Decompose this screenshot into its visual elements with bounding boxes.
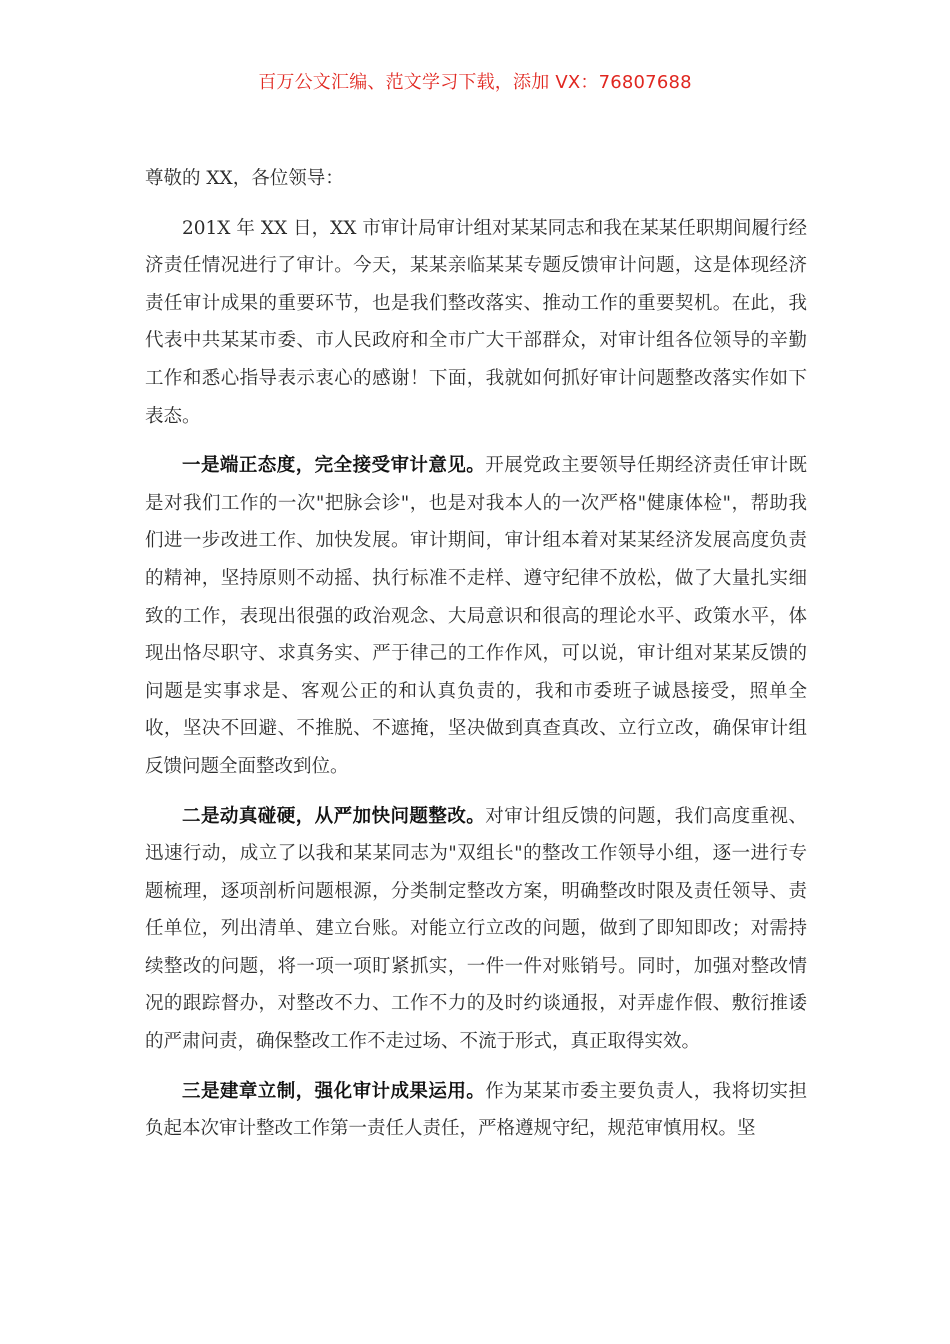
document-body <box>145 160 807 1160</box>
point-three-paragraph <box>145 1073 807 1148</box>
point-one-body: 开展党政主要领导任期经济责任审计既是对我们工作的一次"把脉会诊"，也是对我本人的一次严格"健康体检"，帮助我们进一步改进工作、加快发展。审计期间，审计组本着对某某经济发展高度负责的精神，坚持原则不动摇、执行标准不走样、遵守纪律不放松，做了大量扎实细致的工作，表现出很强的政治观念、大局意识和很高的理论水平、政策水平，体现出恪尽职守、求真务实、严于律己的工作作风，可以说，审计组对某某反馈的问题是实事求是、客观公正的和认真负责的，我和市委班子诚恳接受，照单全收，坚决不回避、不推脱、不遮掩，坚决做到真查真改、立行立改，确保审计组反馈问题全面整改到位。 <box>145 455 807 777</box>
point-two-heading: 二是动真碰硬，从严加快问题整改。 <box>182 805 486 827</box>
point-one-paragraph <box>145 447 807 785</box>
intro-paragraph: 201X 年 XX 日，XX 市审计局审计组对某某同志和我在某某任职期间履行经济责任情况进行了审计。今天，某某亲临某某专题反馈审计问题，这是体现经济责任审计成果的重要环节，也是我们整改落实、推动工作的重要契机。在此，我代表中共某某市委、市人民政府和全市广大干部群众，对审计组各位领导的辛勤工作和悉心指导表示衷心的感谢！下面，我就如何抓好审计问题整改落实作如下表态。 <box>145 217 807 427</box>
watermark-header: 百万公文汇编、范文学习下载，添加 VX：76807688 <box>258 72 692 93</box>
point-two-body: 对审计组反馈的问题，我们高度重视、迅速行动，成立了以我和某某同志为"双组长"的整改工作领导小组，逐一进行专题梳理，逐项剖析问题根源，分类制定整改方案，明确整改时限及责任领导、责任单位，列出清单、建立台账。对能立行立改的问题，做到了即知即改；对需持续整改的问题，将一项一项盯紧抓实，一件一件对账销号。同时，加强对整改情况的跟踪督办，对整改不力、工作不力的及时约谈通报，对弄虚作假、敷衍推诿的严肃问责，确保整改工作不走过场、不流于形式，真正取得实效。 <box>145 805 807 1053</box>
point-three-heading: 三是建章立制，强化审计成果运用。 <box>182 1080 486 1102</box>
point-two-paragraph <box>145 798 807 1061</box>
point-one-heading: 一是端正态度，完全接受审计意见。 <box>182 455 486 477</box>
point-three-body: 作为某某市委主要负责人，我将切实担负起本次审计整改工作第一责任人责任，严格遵规守纪，规范审慎用权。坚 <box>145 1080 807 1140</box>
salutation: 尊敬的 XX，各位领导： <box>145 168 344 189</box>
